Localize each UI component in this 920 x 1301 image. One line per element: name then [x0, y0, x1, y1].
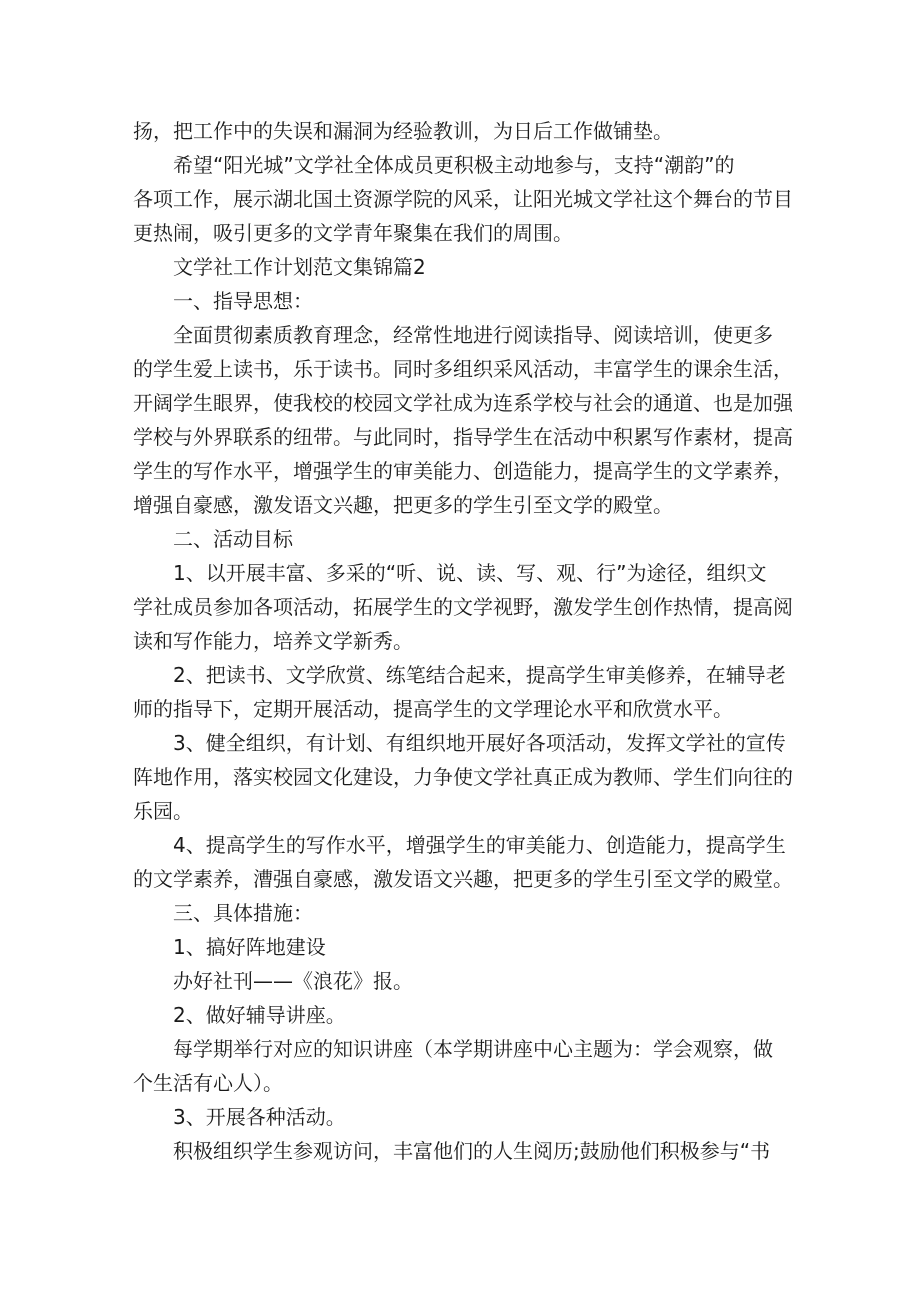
- heading-activity-goals: 二、活动目标: [173, 527, 293, 551]
- text-line: 1、以开展丰富、多采的“听、说、读、写、观、行”为途径，组织文: [173, 561, 767, 585]
- text-line: 希望“阳光城”文学社全体成员更积极主动地参与，支持“潮韵”的: [173, 153, 735, 177]
- text-line: 开阔学生眼界，使我校的校园文学社成为连系学校与社会的通道、也是加强: [133, 391, 793, 415]
- heading-specific-measures: 三、具体措施：: [173, 901, 313, 925]
- text-line: 增强自豪感，激发语文兴趣，把更多的学生引至文学的殿堂。: [133, 493, 673, 517]
- text-line: 个生活有心人）。: [133, 1071, 283, 1095]
- text-line: 每学期举行对应的知识讲座（本学期讲座中心主题为：学会观察，做: [173, 1037, 773, 1061]
- section-title: 文学社工作计划范文集锦篇2: [173, 255, 426, 279]
- heading-guiding-ideology: 一、指导思想：: [173, 289, 313, 313]
- text-line: 阵地作用，落实校园文化建设，力争使文学社真正成为教师、学生们向往的: [133, 765, 793, 789]
- text-line: 更热闹，吸引更多的文学青年聚集在我们的周围。: [133, 221, 573, 245]
- text-line: 2、做好辅导讲座。: [173, 1003, 346, 1027]
- text-line: 学生的写作水平，增强学生的审美能力、创造能力，提高学生的文学素养，: [133, 459, 793, 483]
- text-line: 2、把读书、文学欣赏、练笔结合起来，提高学生审美修养，在辅导老: [173, 663, 786, 687]
- text-line: 积极组织学生参观访问，丰富他们的人生阅历;鼓励他们积极参与“书: [173, 1139, 771, 1163]
- document-body: [133, 114, 793, 1168]
- text-line: 4、提高学生的写作水平，增强学生的审美能力、创造能力，提高学生: [173, 833, 786, 857]
- text-line: 扬，把工作中的失误和漏洞为经验教训，为日后工作做铺垫。: [133, 119, 673, 143]
- text-line: 师的指导下，定期开展活动，提高学生的文学理论水平和欣赏水平。: [133, 697, 733, 721]
- text-line: 乐园。: [133, 799, 193, 823]
- text-line: 的学生爱上读书，乐于读书。同时多组织采风活动，丰富学生的课余生活，: [133, 357, 793, 381]
- text-line: 3、健全组织，有计划、有组织地开展好各项活动，发挥文学社的宣传: [173, 731, 786, 755]
- text-line: 的文学素养，漕强自豪感，激发语文兴趣，把更多的学生引至文学的殿堂。: [133, 867, 793, 891]
- text-line: 各项工作，展示湖北国土资源学院的风采，让阳光城文学社这个舞台的节目: [133, 187, 793, 211]
- text-line: 学社成员参加各项活动，拓展学生的文学视野，激发学生创作热情，提高阅: [133, 595, 793, 619]
- text-line: 学校与外界联系的纽带。与此同时，指导学生在活动中积累写作素材，提高: [133, 425, 793, 449]
- text-line: 办好社刊——《浪花》报。: [173, 969, 413, 993]
- text-line: 全面贯彻素质教育理念，经常性地进行阅读指导、阅读培训，使更多: [173, 323, 773, 347]
- text-line: 1、搞好阵地建设: [173, 935, 326, 959]
- text-line: 3、开展各种活动。: [173, 1105, 346, 1129]
- text-line: 读和写作能力，培养文学新秀。: [133, 629, 413, 653]
